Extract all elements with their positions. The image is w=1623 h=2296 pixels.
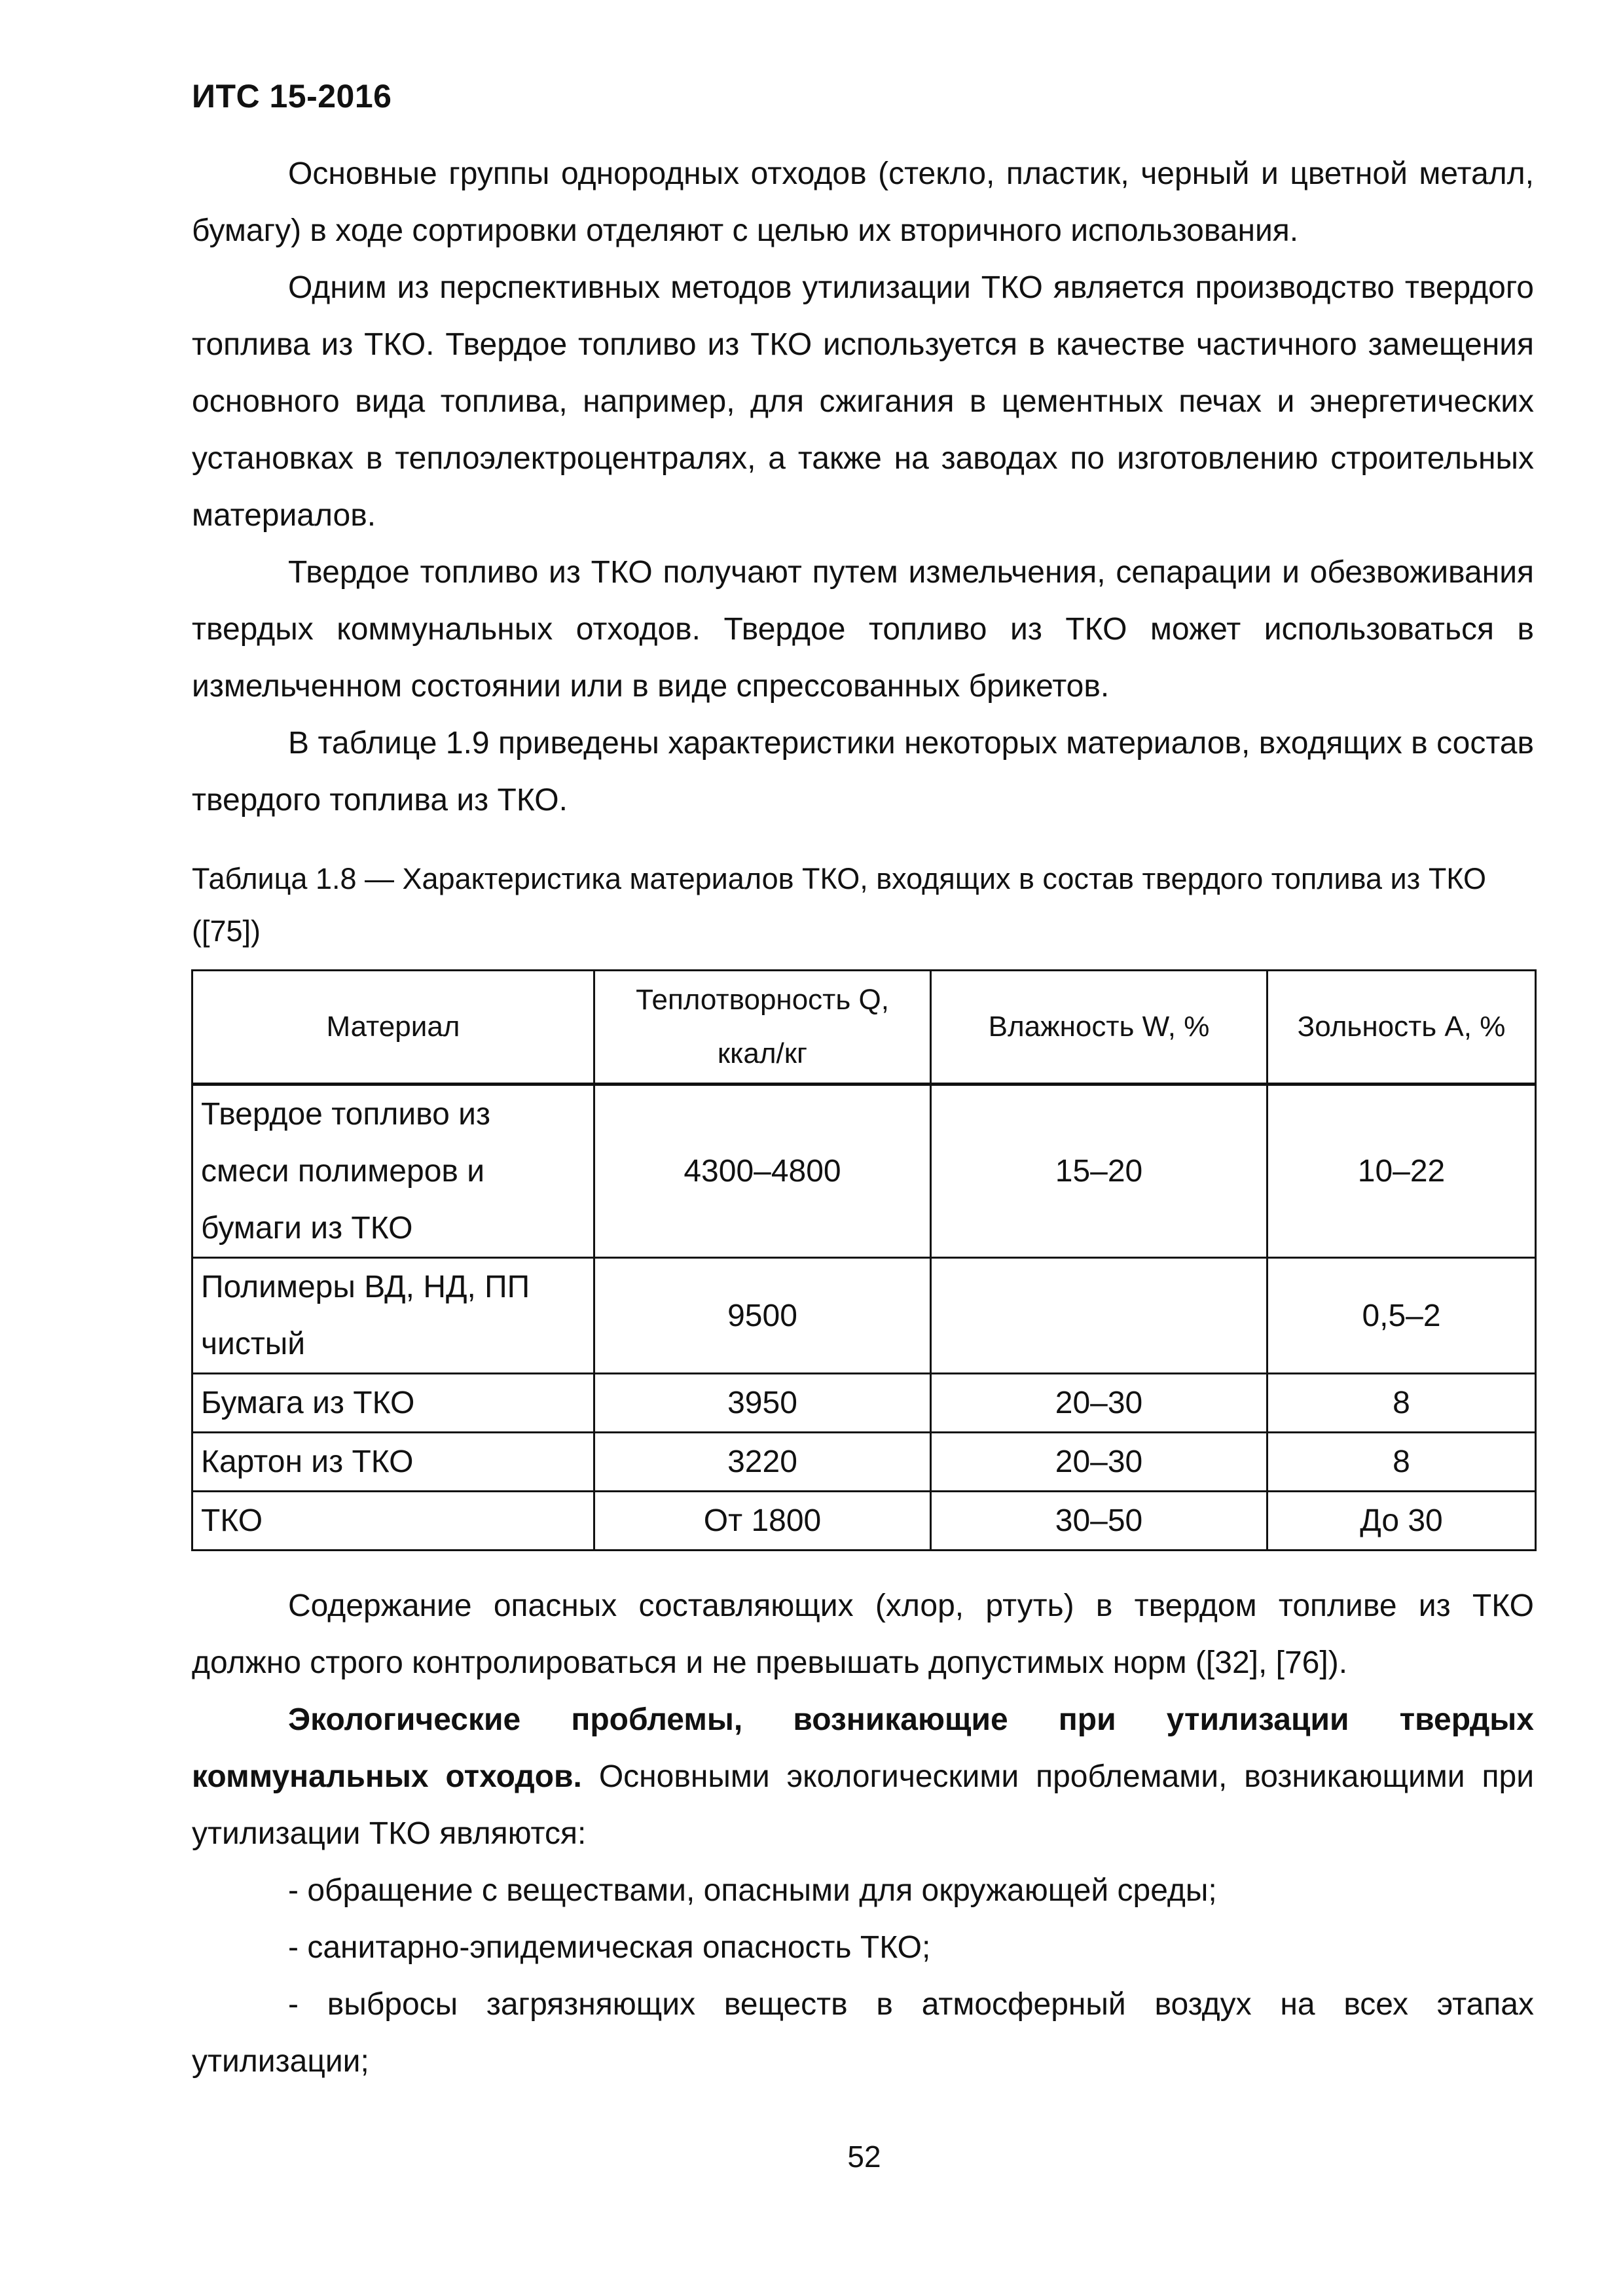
list-item: - обращение с веществами, опасными для окружающей среды; <box>288 1873 1217 1908</box>
cell-ash: 10–22 <box>1267 1085 1536 1258</box>
paragraph-eco-problems <box>192 1691 1534 1862</box>
header-moisture: Влажность W, % <box>931 971 1267 1085</box>
cell-material: Твердое топливо из смеси полимеров и бумаги из ТКО <box>192 1085 594 1258</box>
paragraph-solid-fuel: Одним из перспективных методов утилизации ТКО является производство твердого топлива из ТКО. Твердое топливо из ТКО используется в качестве частичного замещения основного вида топлива, например, для сжигания в цементных печах и энергетических установках в теплоэлектроцентралях, а также на заводах по изготовлению строительных материалов. <box>192 270 1534 533</box>
cell-material: Картон из ТКО <box>192 1433 594 1492</box>
cell-heat-value: 9500 <box>594 1258 931 1374</box>
cell-material: Бумага из ТКО <box>192 1374 594 1433</box>
environment-text-block <box>192 1577 1534 2090</box>
header-material: Материал <box>192 971 594 1085</box>
eco-intro: Основными экологическими проблемами, возникающими при утилизации ТКО являются: <box>192 1759 1535 1851</box>
header-ash: Зольность А, % <box>1267 971 1536 1085</box>
paragraph-table-reference: В таблице 1.9 приведены характеристики некоторых материалов, входящих в состав твердого топлива из ТКО. <box>192 726 1534 817</box>
cell-heat-value: 3220 <box>594 1433 931 1492</box>
list-item: - выбросы загрязняющих веществ в атмосферный воздух на всех этапах утилизации; <box>192 1987 1534 2079</box>
paragraph-fuel-production: Твердое топливо из ТКО получают путем измельчения, сепарации и обезвоживания твердых коммунальных отходов. Твердое топливо из ТКО может использоваться в измельченном состоянии или в виде спрессованных брикетов. <box>192 555 1534 704</box>
eco-heading: Экологические проблемы, возникающие при утилизации твердых коммунальных отходов. <box>192 1702 1534 1794</box>
cell-moisture: 20–30 <box>931 1433 1267 1492</box>
table-row <box>192 1492 1536 1551</box>
cell-ash: До 30 <box>1267 1492 1536 1551</box>
cell-moisture: 20–30 <box>931 1374 1267 1433</box>
cell-heat-value: 3950 <box>594 1374 931 1433</box>
list-item: - санитарно-эпидемическая опасность ТКО; <box>288 1930 931 1965</box>
paragraph-hazard-note: Содержание опасных составляющих (хлор, ртуть) в твердом топливе из ТКО должно строго контролироваться и не превышать допустимых норм ([32], [76]). <box>192 1588 1534 1680</box>
table-row <box>192 1258 1536 1374</box>
header-heat-value: Теплотворность Q, ккал/кг <box>594 971 931 1085</box>
cell-ash: 8 <box>1267 1433 1536 1492</box>
table-row <box>192 1374 1536 1433</box>
cell-ash: 8 <box>1267 1374 1536 1433</box>
cell-moisture <box>931 1258 1267 1374</box>
cell-heat-value: 4300–4800 <box>594 1085 931 1258</box>
intro-text-block <box>192 145 1534 829</box>
cell-ash: 0,5–2 <box>1267 1258 1536 1374</box>
cell-moisture: 15–20 <box>931 1085 1267 1258</box>
paragraph-sorting: Основные группы однородных отходов (стекло, пластик, черный и цветной металл, бумагу) в ходе сортировки отделяют с целью их вторичного использования. <box>192 156 1534 248</box>
page-number: 52 <box>847 2140 881 2174</box>
cell-material: Полимеры ВД, НД, ПП чистый <box>192 1258 594 1374</box>
table-caption: Таблица 1.8 — Характеристика материалов ТКО, входящих в состав твердого топлива из ТКО ([75]) <box>192 862 1487 948</box>
materials-table <box>191 969 1537 1551</box>
cell-material: ТКО <box>192 1492 594 1551</box>
table-row <box>192 1433 1536 1492</box>
table-header-row <box>192 971 1536 1085</box>
table-row <box>192 1085 1536 1258</box>
cell-heat-value: От 1800 <box>594 1492 931 1551</box>
cell-moisture: 30–50 <box>931 1492 1267 1551</box>
document-code-header: ИТС 15-2016 <box>192 78 392 115</box>
